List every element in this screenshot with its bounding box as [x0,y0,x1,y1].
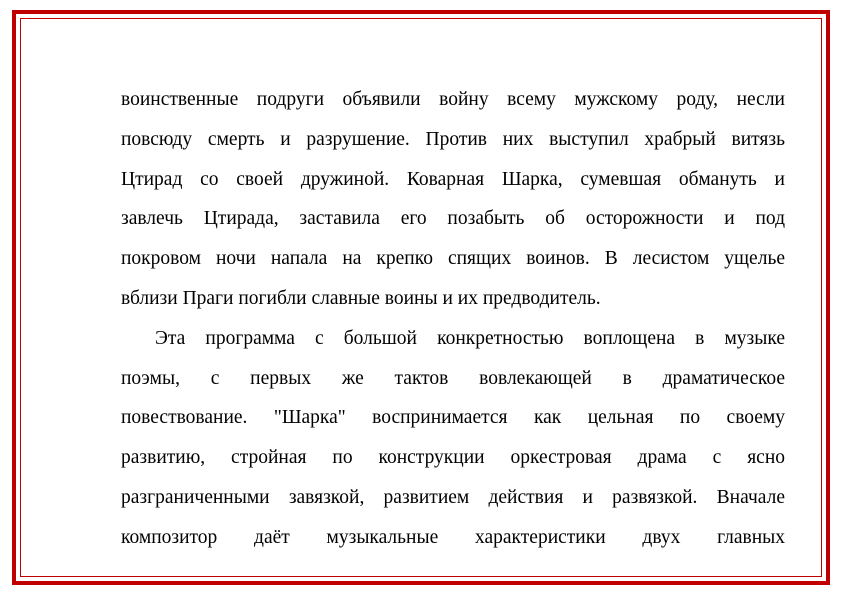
text-line-10: развитию, стройная по конструкции оркестровая драма с ясно [121,447,785,469]
text-line-2: повсюду смерть и разрушение. Против них выступил храбрый витязь [121,128,785,150]
text-line-6: вблизи Праги погибли славные воины и их предводитель. [121,287,601,309]
text-line-5: покровом ночи напала на крепко спящих воинов. В лесистом ущелье [121,248,785,270]
text-line-9: повествование. "Шарка" воспринимается как цельная по своему [121,407,785,429]
text-line-1: воинственные подруги объявили войну всему мужскому роду, несли [121,89,785,110]
text-line-12: композитор даёт музыкальные характеристики двух главных [121,526,785,548]
text-line-7: Эта программа с большой конкретностью воплощена в музыке [155,327,785,349]
text-line-11: разграниченными завязкой, развитием действия и развязкой. Вначале [121,486,785,508]
text-line-8: поэмы, с первых же тактов вовлекающей в драматическое [121,367,785,389]
text-line-4: завлечь Цтирада, заставила его позабыть об осторожности и под [121,208,785,230]
document-text [121,80,785,558]
text-line-3: Цтирад со своей дружиной. Коварная Шарка, сумевшая обмануть и [121,168,785,190]
